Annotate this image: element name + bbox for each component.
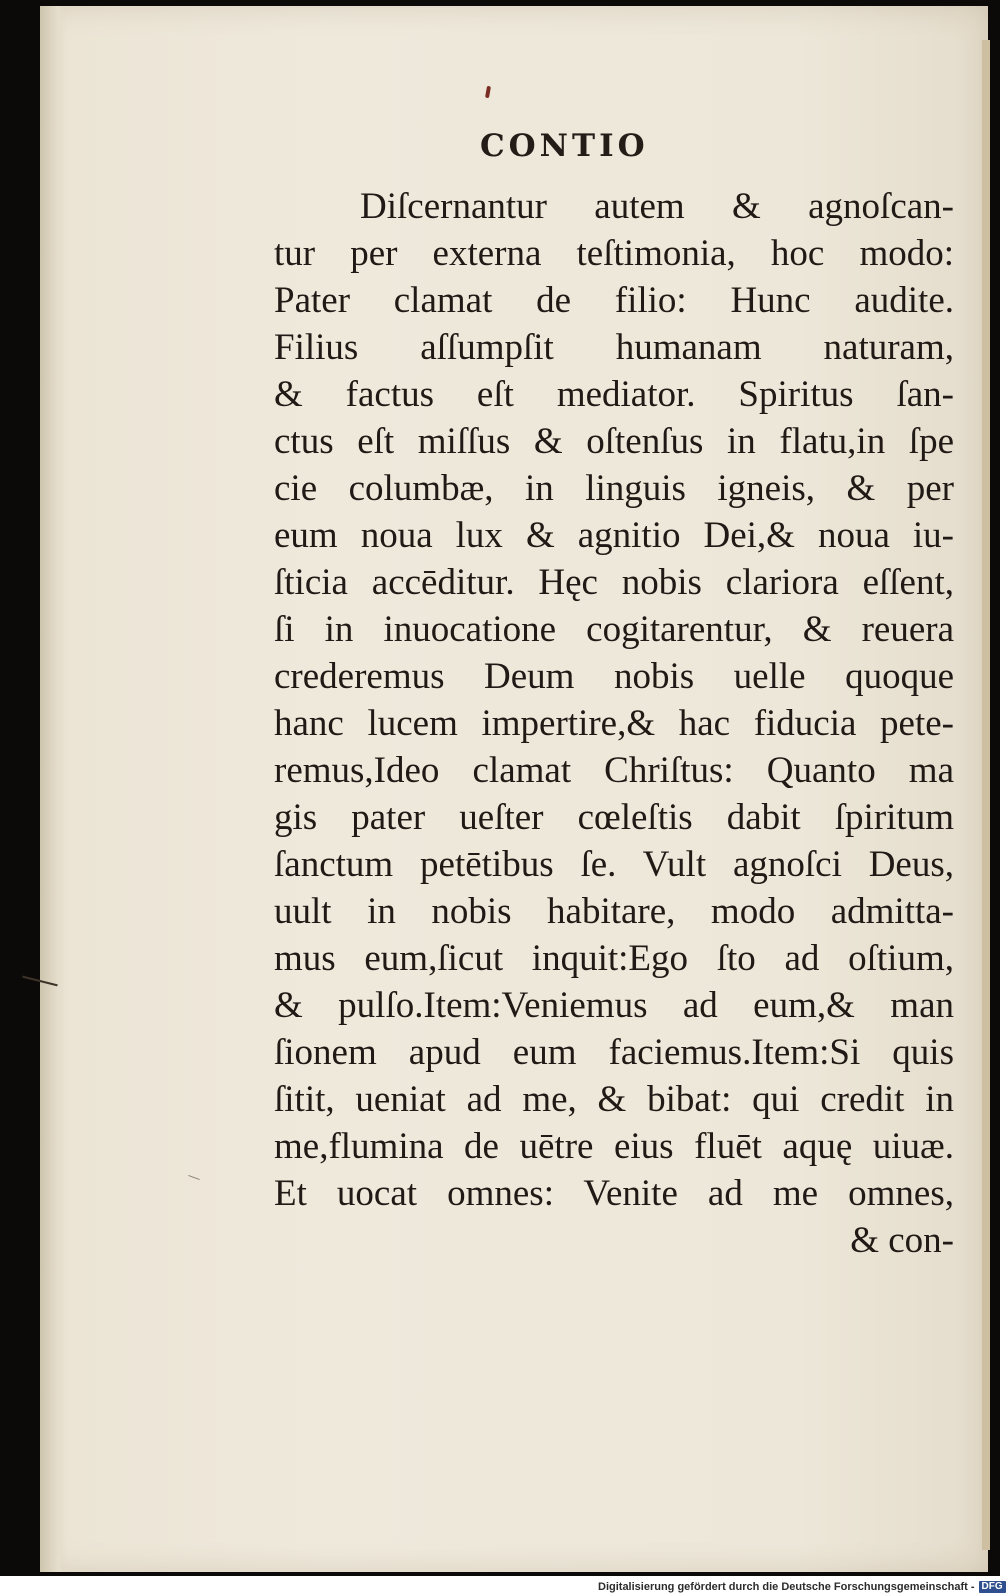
text-line: uult in nobis habitare, modo admitta- bbox=[274, 891, 954, 932]
text-line: cie columbæ, in linguis igneis, & per bbox=[274, 468, 954, 509]
credit-text: Digitalisierung gefördert durch die Deutsche Forschungsgemeinschaft - bbox=[598, 1581, 975, 1593]
text-line: Et uocat omnes: Venite ad me omnes, bbox=[274, 1173, 954, 1214]
text-line: Filius aſſumpſit humanam naturam, bbox=[274, 327, 954, 368]
text-line: me,flumina de uētre eius fluēt aquę uiuæ. bbox=[274, 1126, 954, 1167]
text-line: crederemus Deum nobis uelle quoque bbox=[274, 656, 954, 697]
page-gutter-shadow bbox=[40, 6, 66, 1572]
text-line: ſticia accēditur. Hęc nobis clariora eſſent, bbox=[274, 562, 954, 603]
text-line: remus,Ideo clamat Chriſtus: Quanto ma bbox=[274, 750, 954, 791]
text-line: ſitit, ueniat ad me, & bibat: qui credit in bbox=[274, 1079, 954, 1120]
running-header: CONTIO bbox=[480, 128, 649, 164]
text-line: ctus eſt miſſus & oſtenſus in flatu,in ſpe bbox=[274, 421, 954, 462]
text-line: gis pater ueſter cœleſtis dabit ſpiritum bbox=[274, 797, 954, 838]
text-line: Pater clamat de filio: Hunc audite. bbox=[274, 280, 954, 321]
text-line: & factus eſt mediator. Spiritus ſan- bbox=[274, 374, 954, 415]
text-line: ſi in inuocatione cogitarentur, & reuera bbox=[274, 609, 954, 650]
text-line: tur per externa teſtimonia, hoc modo: bbox=[274, 233, 954, 274]
digitization-credit bbox=[598, 1580, 1006, 1594]
text-line: mus eum,ſicut inquit:Ego ſto ad oſtium, bbox=[274, 938, 954, 979]
text-line: Diſcernantur autem & agnoſcan- bbox=[360, 186, 954, 227]
text-line: ſionem apud eum faciemus.Item:Si quis bbox=[274, 1032, 954, 1073]
text-line: & pulſo.Item:Veniemus ad eum,& man bbox=[274, 985, 954, 1026]
text-line: eum noua lux & agnitio Dei,& noua iu- bbox=[274, 515, 954, 556]
text-line: ſanctum petētibus ſe. Vult agnoſci Deus, bbox=[274, 844, 954, 885]
body-text bbox=[274, 183, 954, 1264]
text-line: hanc lucem impertire,& hac fiducia pete- bbox=[274, 703, 954, 744]
page-right-edge bbox=[982, 40, 990, 1550]
catchword: & con- bbox=[850, 1220, 954, 1261]
dfg-logo: DFG bbox=[979, 1581, 1006, 1593]
